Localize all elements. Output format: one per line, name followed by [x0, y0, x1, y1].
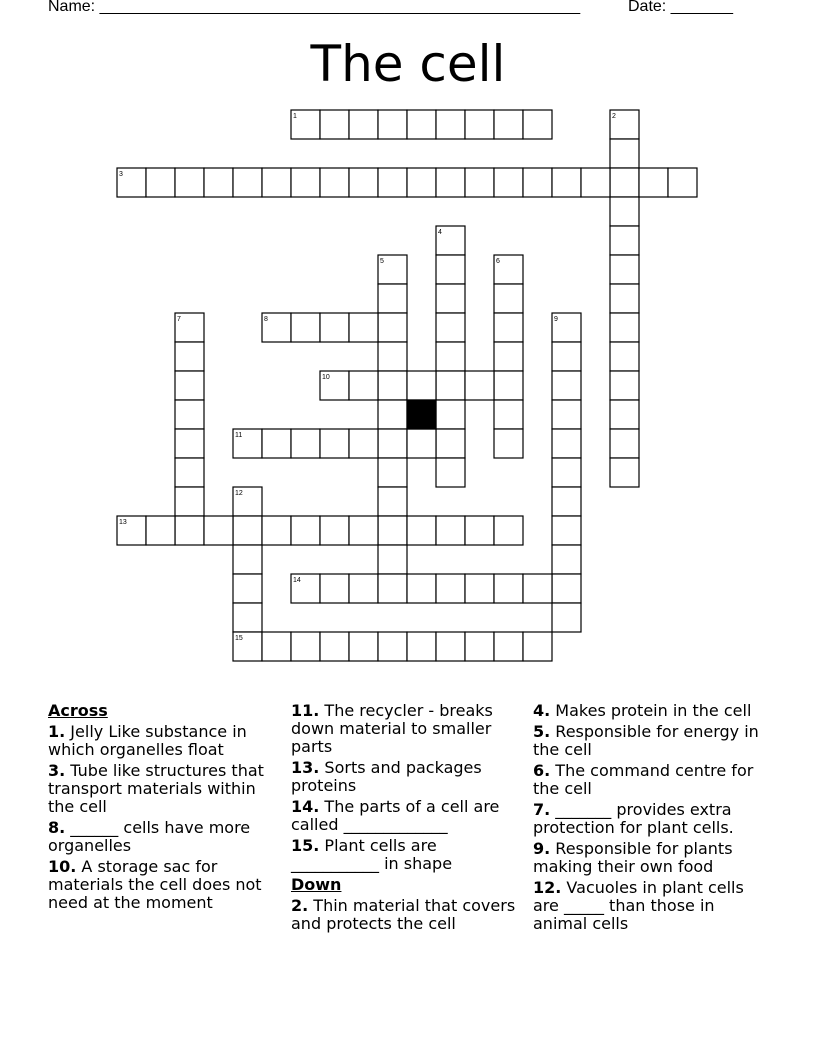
- grid-cell[interactable]: [233, 603, 262, 632]
- grid-cell[interactable]: [349, 313, 378, 342]
- grid-cell[interactable]: [233, 574, 262, 603]
- grid-cell[interactable]: [378, 168, 407, 197]
- clue-number-label: 11: [235, 432, 243, 439]
- grid-cell[interactable]: [610, 458, 639, 487]
- grid-cell[interactable]: [146, 168, 175, 197]
- clue-across-1: 1. Jelly Like substance in which organelles float: [48, 722, 247, 759]
- grid-cell[interactable]: [552, 168, 581, 197]
- grid-cell[interactable]: [552, 400, 581, 429]
- grid-cell[interactable]: [262, 516, 291, 545]
- grid-cell[interactable]: [175, 429, 204, 458]
- grid-cell[interactable]: [494, 371, 523, 400]
- clue-number-label: 1: [293, 113, 297, 120]
- grid-cell[interactable]: [378, 284, 407, 313]
- clue-number-label: 3: [119, 171, 123, 178]
- grid-cell[interactable]: [262, 429, 291, 458]
- clue-number-label: 10: [322, 374, 330, 381]
- clue-number-label: 14: [293, 577, 301, 584]
- grid-cell[interactable]: [523, 168, 552, 197]
- grid-cell[interactable]: [407, 574, 436, 603]
- grid-cell[interactable]: [610, 313, 639, 342]
- grid-cell[interactable]: [465, 632, 494, 661]
- grid-cell[interactable]: [291, 516, 320, 545]
- clue-number-label: 9: [554, 316, 558, 323]
- grid-cell[interactable]: [436, 400, 465, 429]
- grid-cell[interactable]: [378, 516, 407, 545]
- grid-cell[interactable]: [320, 168, 349, 197]
- grid-cell[interactable]: [436, 371, 465, 400]
- grid-cell[interactable]: [349, 574, 378, 603]
- grid-cell[interactable]: [436, 255, 465, 284]
- grid-cell[interactable]: [436, 284, 465, 313]
- grid-cell[interactable]: [262, 168, 291, 197]
- grid-cell[interactable]: [349, 110, 378, 139]
- grid-cell[interactable]: [552, 458, 581, 487]
- grid-cell[interactable]: [610, 284, 639, 313]
- clue-across-8: 8. ______ cells have more organelles: [48, 818, 251, 855]
- grid-cell[interactable]: [436, 429, 465, 458]
- grid-cell[interactable]: [378, 371, 407, 400]
- grid-cell[interactable]: [610, 371, 639, 400]
- grid-cell[interactable]: [378, 400, 407, 429]
- grid-cell[interactable]: [552, 516, 581, 545]
- grid-cell[interactable]: [378, 545, 407, 574]
- black-square: [407, 400, 436, 429]
- clue-number-label: 15: [235, 635, 243, 642]
- name-field-label: Name: ______________________________________________________: [48, 0, 581, 15]
- grid-cell[interactable]: [291, 168, 320, 197]
- grid-cell[interactable]: [523, 574, 552, 603]
- grid-cell[interactable]: [494, 516, 523, 545]
- clue-number-label: 8: [264, 316, 268, 323]
- grid-cell[interactable]: [320, 110, 349, 139]
- grid-cell[interactable]: [494, 313, 523, 342]
- grid-cell[interactable]: [175, 168, 204, 197]
- down-heading: Down: [291, 875, 342, 894]
- grid-cell[interactable]: [436, 458, 465, 487]
- grid-cell[interactable]: [465, 168, 494, 197]
- grid-cell[interactable]: [320, 313, 349, 342]
- grid-cell[interactable]: [494, 342, 523, 371]
- grid-cell[interactable]: [262, 632, 291, 661]
- grid-cell[interactable]: [494, 429, 523, 458]
- grid-cell[interactable]: [494, 632, 523, 661]
- grid-cell[interactable]: [407, 516, 436, 545]
- grid-cell[interactable]: [349, 429, 378, 458]
- grid-cell[interactable]: [436, 313, 465, 342]
- clue-down-12: 12. Vacuoles in plant cells are _____ than those in animal cells: [533, 878, 744, 933]
- grid-cell[interactable]: [349, 168, 378, 197]
- clue-number-label: 5: [380, 258, 384, 265]
- clue-across-13: 13. Sorts and packages proteins: [291, 758, 482, 795]
- across-heading: Across: [48, 701, 108, 720]
- grid-cell[interactable]: [436, 632, 465, 661]
- grid-cell[interactable]: [610, 342, 639, 371]
- clues-column-3: [533, 702, 773, 936]
- grid-cell[interactable]: [378, 574, 407, 603]
- grid-cell[interactable]: [233, 545, 262, 574]
- across-clue-list: [48, 723, 280, 912]
- grid-cell[interactable]: [233, 168, 262, 197]
- grid-cell[interactable]: [610, 197, 639, 226]
- grid-cell[interactable]: [407, 429, 436, 458]
- clues-column-1: [48, 702, 280, 915]
- grid-cell[interactable]: [494, 110, 523, 139]
- grid-cell[interactable]: [378, 110, 407, 139]
- grid-cell[interactable]: [552, 574, 581, 603]
- grid-cell[interactable]: [175, 516, 204, 545]
- grid-cell[interactable]: [610, 255, 639, 284]
- clue-number-label: 12: [235, 490, 243, 497]
- grid-cell[interactable]: [465, 371, 494, 400]
- grid-cell[interactable]: [291, 632, 320, 661]
- grid-cell[interactable]: [639, 168, 668, 197]
- grid-cell[interactable]: [320, 632, 349, 661]
- grid-cell[interactable]: [552, 429, 581, 458]
- clue-down-6: 6. The command centre for the cell: [533, 761, 754, 798]
- grid-cell[interactable]: [494, 168, 523, 197]
- grid-cell[interactable]: [320, 429, 349, 458]
- page-title: The cell: [310, 35, 506, 93]
- grid-cell[interactable]: [610, 429, 639, 458]
- grid-cell[interactable]: [378, 342, 407, 371]
- grid-cell[interactable]: [494, 400, 523, 429]
- clue-number-label: 4: [438, 229, 442, 236]
- grid-cell[interactable]: [378, 487, 407, 516]
- grid-cell[interactable]: [407, 632, 436, 661]
- grid-cell[interactable]: [494, 284, 523, 313]
- clues-column-2: [291, 702, 527, 936]
- grid-cell[interactable]: [175, 400, 204, 429]
- clue-number-label: 6: [496, 258, 500, 265]
- grid-cell[interactable]: [523, 632, 552, 661]
- clue-across-15: 15. Plant cells are ___________ in shape: [291, 836, 453, 873]
- grid-cell[interactable]: [552, 545, 581, 574]
- grid-cell[interactable]: [349, 516, 378, 545]
- grid-cell[interactable]: [175, 458, 204, 487]
- grid-cell[interactable]: [552, 342, 581, 371]
- clue-across-14: 14. The parts of a cell are called _____________: [291, 797, 500, 834]
- clue-number-label: 2: [612, 113, 616, 120]
- grid-cell[interactable]: [465, 516, 494, 545]
- clue-down-2: 2. Thin material that covers and protects the cell: [291, 896, 516, 933]
- clue-down-9: 9. Responsible for plants making their own food: [533, 839, 733, 876]
- grid-cell[interactable]: [378, 313, 407, 342]
- grid-cell[interactable]: [552, 603, 581, 632]
- grid-cell[interactable]: [204, 168, 233, 197]
- grid-cell[interactable]: [349, 371, 378, 400]
- grid-cell[interactable]: [465, 110, 494, 139]
- grid-cell[interactable]: [407, 371, 436, 400]
- grid-cell[interactable]: [610, 400, 639, 429]
- grid-cell[interactable]: [436, 574, 465, 603]
- grid-cell[interactable]: [320, 574, 349, 603]
- grid-cell[interactable]: [233, 516, 262, 545]
- grid-cell[interactable]: [610, 168, 639, 197]
- grid-cell[interactable]: [291, 429, 320, 458]
- grid-cell[interactable]: [175, 342, 204, 371]
- clue-across-3: 3. Tube like structures that transport materials within the cell: [48, 761, 264, 816]
- grid-cell[interactable]: [668, 168, 697, 197]
- grid-cell[interactable]: [378, 429, 407, 458]
- grid-cell[interactable]: [465, 574, 494, 603]
- grid-cell[interactable]: [378, 632, 407, 661]
- grid-cell[interactable]: [378, 458, 407, 487]
- grid-cell[interactable]: [436, 516, 465, 545]
- grid-cell[interactable]: [552, 487, 581, 516]
- clue-across-10: 10. A storage sac for materials the cell does not need at the moment: [48, 857, 262, 912]
- grid-cell[interactable]: [610, 226, 639, 255]
- grid-cell[interactable]: [407, 110, 436, 139]
- clue-down-7: 7. _______ provides extra protection for plant cells.: [533, 800, 734, 837]
- grid-cell[interactable]: [436, 342, 465, 371]
- grid-cell[interactable]: [349, 632, 378, 661]
- clue-down-4: 4. Makes protein in the cell: [533, 701, 752, 720]
- grid-cell[interactable]: [552, 371, 581, 400]
- grid-cell[interactable]: [523, 110, 552, 139]
- grid-cell[interactable]: [175, 371, 204, 400]
- grid-cell[interactable]: [320, 516, 349, 545]
- clue-across-11: 11. The recycler - breaks down material to smaller parts: [291, 701, 493, 756]
- grid-cell[interactable]: [175, 487, 204, 516]
- grid-cell[interactable]: [610, 139, 639, 168]
- clue-number-label: 13: [119, 519, 127, 526]
- grid-cell[interactable]: [436, 110, 465, 139]
- grid-cell[interactable]: [204, 516, 233, 545]
- clue-number-label: 7: [177, 316, 181, 323]
- grid-cell[interactable]: [581, 168, 610, 197]
- grid-cell[interactable]: [407, 168, 436, 197]
- grid-cell[interactable]: [146, 516, 175, 545]
- clue-down-5: 5. Responsible for energy in the cell: [533, 722, 759, 759]
- date-field-label: Date: _______: [628, 0, 733, 15]
- grid-cell[interactable]: [494, 574, 523, 603]
- grid-cell[interactable]: [291, 313, 320, 342]
- grid-cell[interactable]: [436, 168, 465, 197]
